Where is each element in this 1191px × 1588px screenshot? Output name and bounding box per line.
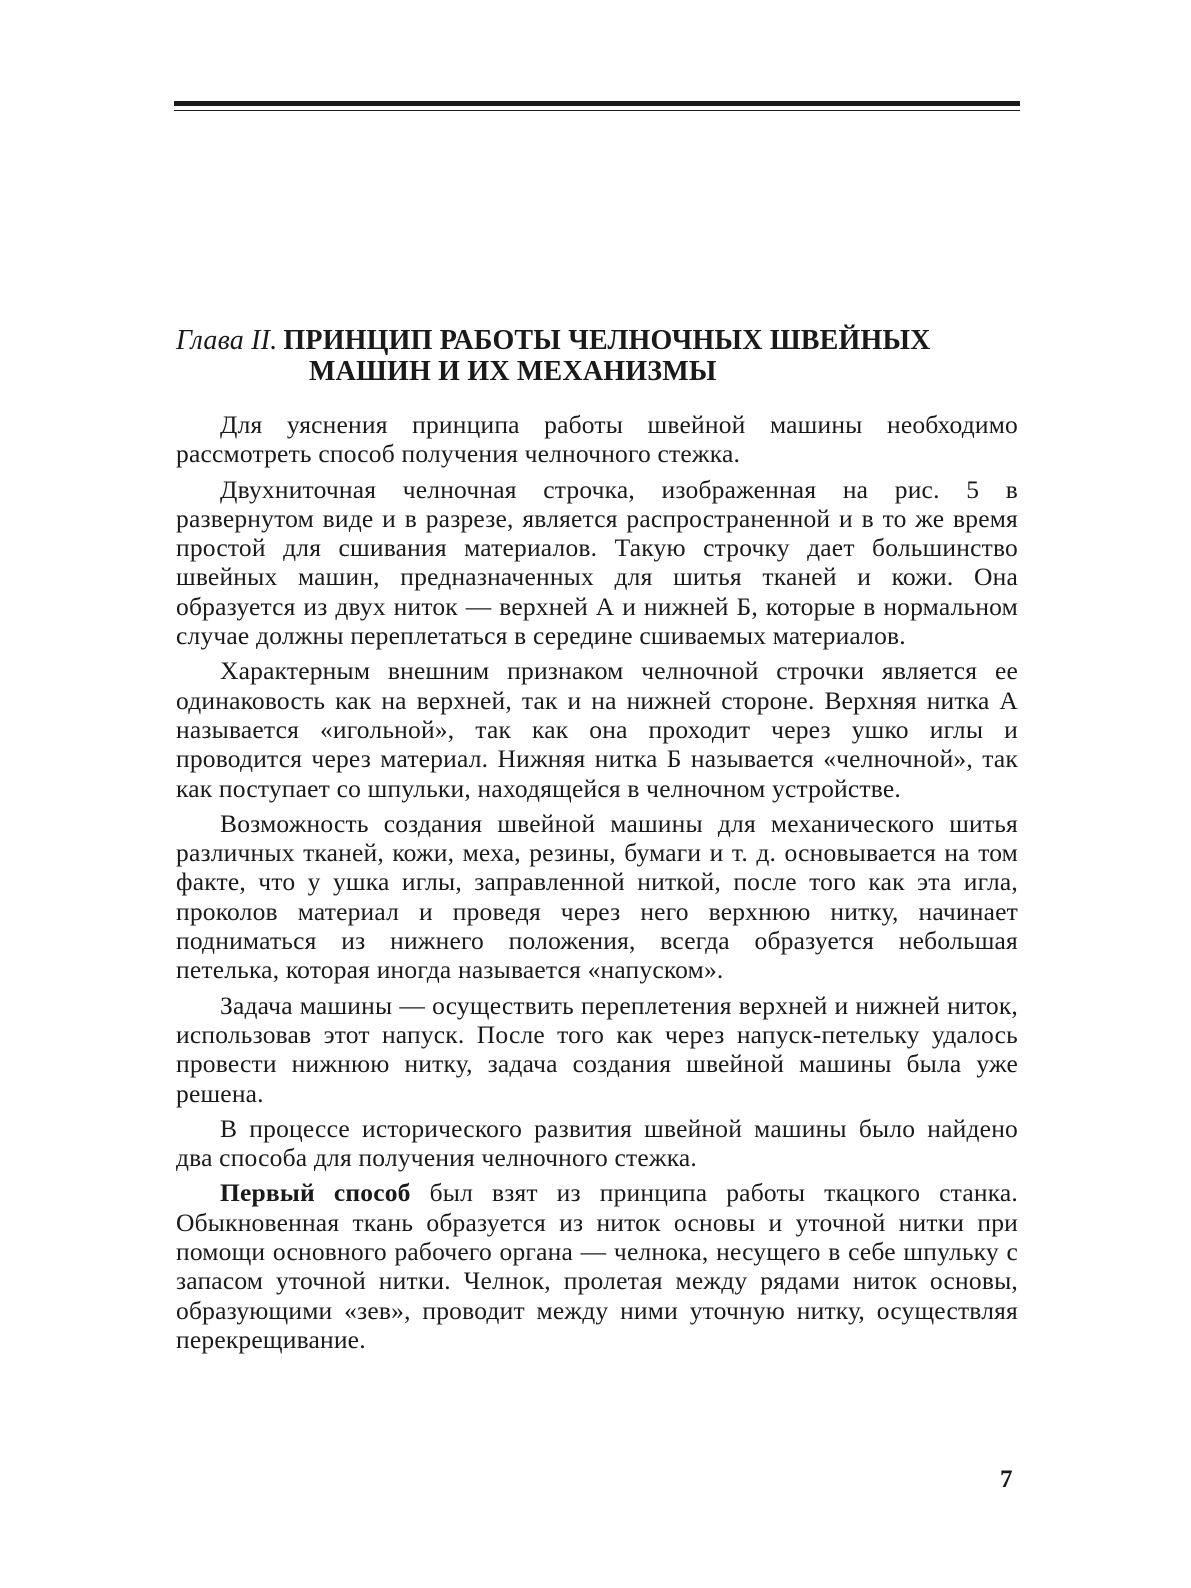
paragraph-7-text: был взят из принципа работы ткацкого станка. Обыкновенная ткань образуется из ниток основы и уточной нитки при помощи основного рабочего органа — челнока, несущего в себе шпульку с запасом уточной нитки. Челнок, пролетая между рядами ниток основы, образующими «зев», проводит между ними уточную нитку, осуществляя перекрещивание. — [176, 1178, 1019, 1354]
paragraph-4: Возможность создания швейной машины для механического шитья различных тканей, кожи, меха, резины, бумаги и т. д. основывается на том факте, что у ушка иглы, заправленной ниткой, после того как эта игла, проколов материал и проведя через него верхнюю нитку, начинает подниматься из нижнего положения, всегда образуется небольшая петелька, которая иногда называется «напуском». — [176, 808, 1018, 985]
paragraph-3: Характерным внешним признаком челночной строчки является ее одинаковость как на верхней, так и на нижней стороне. Верхняя нитка А называется «игольной», так как она проходит через ушко иглы и проводится через материал. Нижняя нитка Б называется «челночной», так как поступает со шпульки, находящейся в челночном устройстве. — [176, 656, 1018, 803]
paragraph-7 — [176, 1178, 1018, 1354]
paragraph-5: Задача машины — осуществить переплетения верхней и нижней ниток, использовав этот напуск. После того как через напуск-петельку удалось провести нижнюю нитку, задача создания швейной машины была уже решена. — [176, 990, 1018, 1108]
top-rule-thick — [174, 101, 1020, 106]
chapter-title-line-1: ПРИНЦИП РАБОТЫ ЧЕЛНОЧНЫХ ШВЕЙНЫХ — [283, 325, 931, 356]
paragraph-6: В процессе исторического развития швейной машины было найдено два способа для получения челночного стежка. — [176, 1113, 1018, 1173]
paragraph-2: Двухниточная челночная строчка, изображенная на рис. 5 в развернутом виде и в разрезе, является распространенной и в то же время простой для сшивания материалов. Такую строчку дает большинство швейных машин, предназначенных для шитья тканей и кожи. Она образуется из двух ниток — верхней А и нижней Б, которые в нормальном случае должны переплетаться в середине сшиваемых материалов. — [176, 474, 1018, 651]
paragraph-1: Для уяснения принципа работы швейной машины необходимо рассмотреть способ получения челночного стежка. — [176, 410, 1018, 469]
chapter-heading — [176, 325, 1036, 387]
paragraph-7-lead: Первый способ — [220, 1178, 411, 1208]
body-text — [176, 410, 1018, 1354]
page-number: 7 — [1000, 1466, 1013, 1493]
chapter-title-line-2: МАШИН И ИХ МЕХАНИЗМЫ — [309, 356, 717, 387]
chapter-heading-line-1 — [176, 325, 1036, 356]
top-rule-thin — [174, 110, 1020, 111]
chapter-label: Глава II. — [176, 325, 278, 356]
